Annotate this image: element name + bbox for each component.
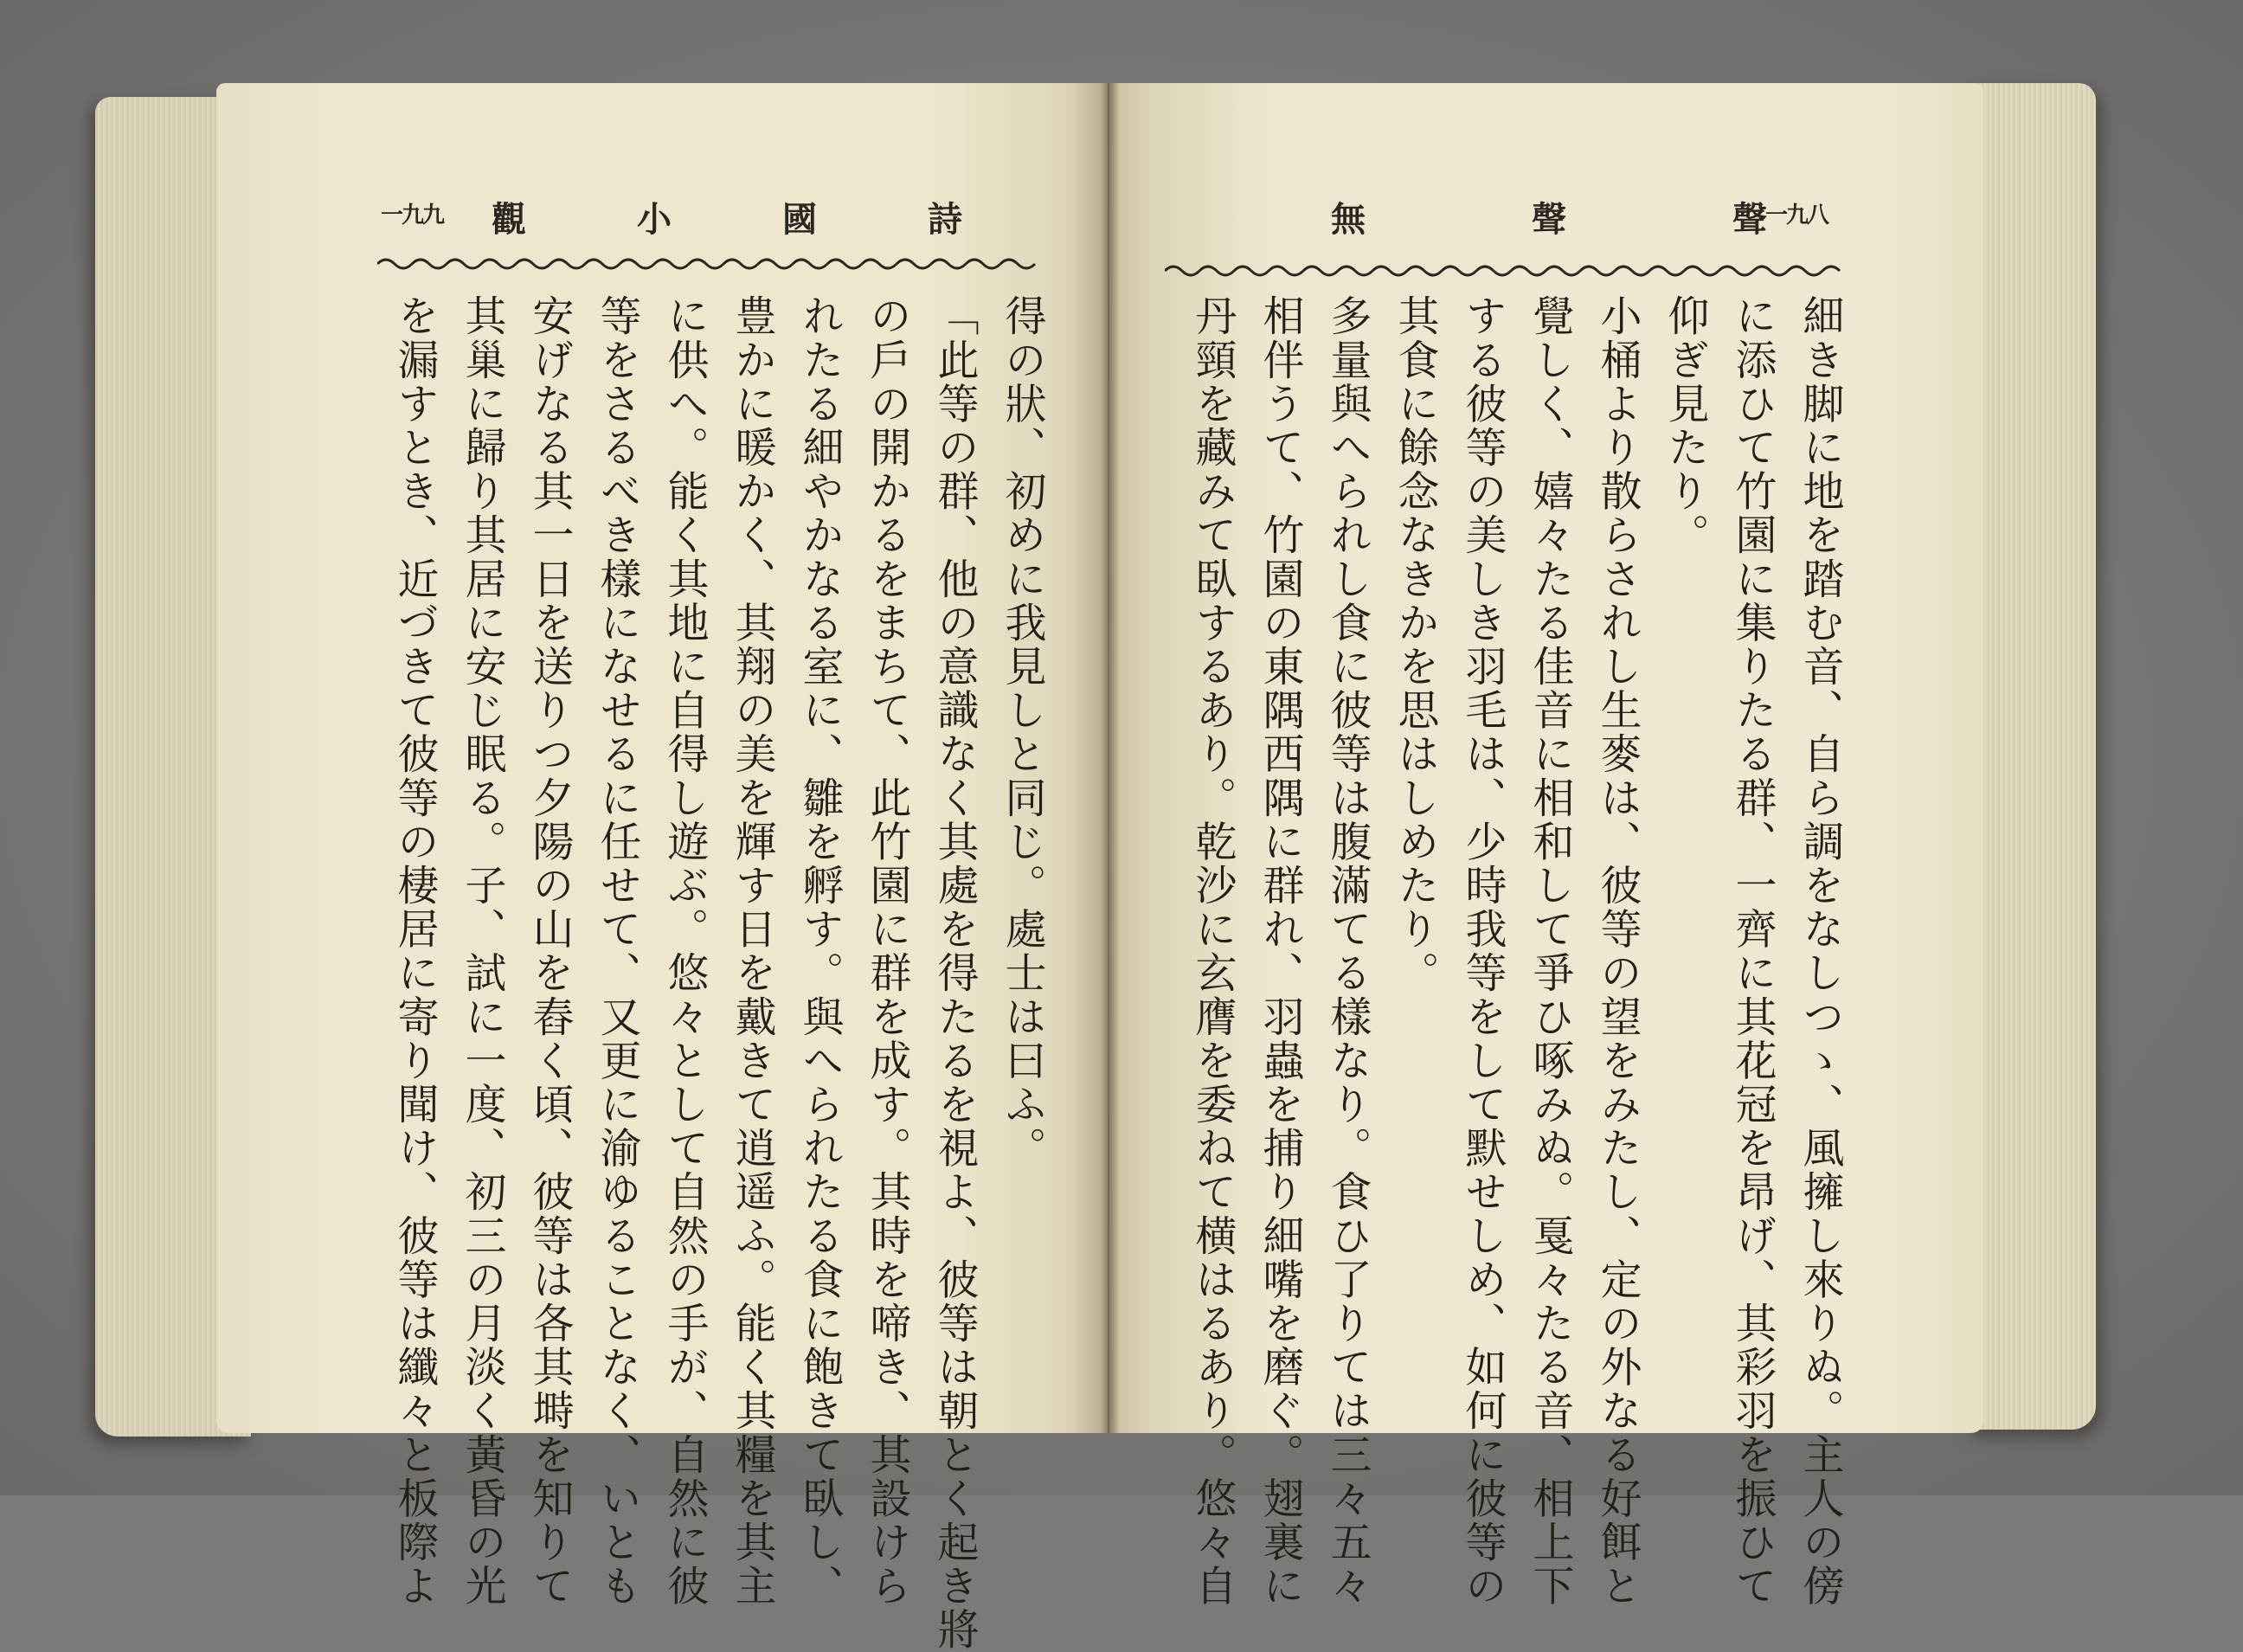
- right-page-header: [1168, 197, 1852, 246]
- text-column: 細き脚に地を踏む音、自ら調をなしつゝ、風擁し來りぬ。主人の傍: [1796, 294, 1844, 1608]
- text-column: 得の狀、初めに我見しと同じ。處士は曰ふ。: [998, 294, 1046, 1170]
- right-title-char: 聲: [1732, 199, 1767, 240]
- text-column: に添ひて竹園に集りたる群、一齊に其花冠を昂げ、其彩羽を振ひて: [1728, 294, 1777, 1608]
- left-title-char: 小: [637, 199, 672, 240]
- right-running-title: [1324, 192, 1774, 241]
- right-page-number: 一九八: [1765, 202, 1828, 228]
- text-column: 小桶より散らされし生麥は、彼等の望をみたし、定の外なる好餌と: [1593, 294, 1642, 1608]
- text-column: 其巢に歸り其居に安じ眠る。子、試に一度、初三の月淡く黃昏の光: [458, 294, 506, 1608]
- left-title-char: 觀: [492, 199, 526, 240]
- right-page-edges: [1966, 83, 2096, 1430]
- book-gutter: [1101, 83, 1120, 1433]
- right-title-char: 無: [1331, 199, 1366, 240]
- text-column: 多量與へられし食に彼等は腹滿てる樣なり。食ひ了りては三々五々: [1323, 294, 1372, 1608]
- left-page-number: 一九九: [381, 202, 444, 228]
- text-column: 「此等の群、他の意識なく其處を得たるを視よ、彼等は朝とく起き將: [930, 294, 979, 1652]
- left-header-rule: [377, 253, 1044, 275]
- text-column: 安げなる其一日を送りつ夕陽の山を舂く頃、彼等は各其塒を知りて: [525, 294, 574, 1608]
- left-running-title: [485, 192, 969, 241]
- text-column: 丹頸を藏みて臥するあり。乾沙に玄膺を委ねて横はるあり。悠々自: [1188, 294, 1237, 1608]
- left-page-body: [363, 294, 1056, 1652]
- text-column: する彼等の美しき羽毛は、少時我等をして默せしめ、如何に彼等の: [1458, 294, 1507, 1608]
- text-column: 等をさるべき樣になせるに任せて、又更に渝ゆることなく、いとも: [593, 294, 641, 1608]
- text-column: を漏すとき、近づきて彼等の棲居に寄り聞け、彼等は纖々と板際よ: [390, 294, 439, 1608]
- left-page-header: [381, 197, 1038, 246]
- text-column: 豊かに暖かく、其翔の美を輝す日を戴きて逍遥ふ。能く其糧を其主: [728, 294, 776, 1608]
- text-column: 其食に餘念なきかを思はしめたり。: [1391, 294, 1439, 995]
- text-column: 仰ぎ見たり。: [1661, 294, 1709, 557]
- left-title-char: 國: [782, 199, 817, 240]
- right-header-rule: [1165, 260, 1848, 282]
- right-page-body: [1161, 294, 1854, 1608]
- right-title-char: 聲: [1532, 199, 1566, 240]
- text-column: に供へ。能く其地に自得し遊ぶ。悠々として自然の手が、自然に彼: [660, 294, 709, 1608]
- left-title-char: 詩: [928, 199, 962, 240]
- text-column: れたる細やかなる室に、雛を孵す。與へられたる食に飽きて臥し、: [795, 294, 844, 1608]
- text-column: の戶の開かるをまちて、此竹園に群を成す。其時を啼き、其設けら: [863, 294, 911, 1608]
- text-column: 相伴うて、竹園の東隅西隅に群れ、羽蟲を捕り細嘴を磨ぐ。翅裏に: [1256, 294, 1304, 1608]
- text-column: 覺しく、嬉々たる佳音に相和して爭ひ啄みぬ。戛々たる音、相上下: [1526, 294, 1574, 1608]
